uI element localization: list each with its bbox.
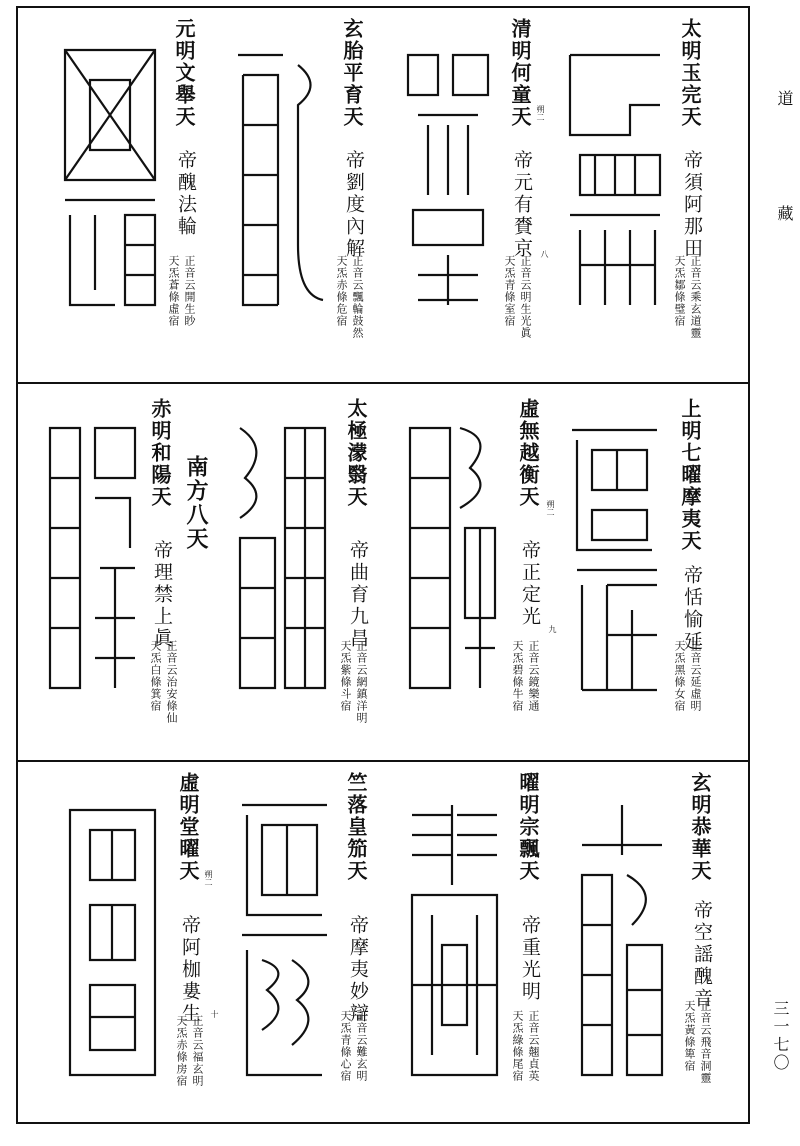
talisman-seal-glyph: [232, 795, 337, 1085]
heaven-lord: 帝恬愉延: [681, 565, 703, 653]
heaven-lord: 帝元有賚京: [511, 150, 533, 260]
margin-book-title: 道 藏: [775, 90, 794, 261]
heaven-note: 正音云治安條仙: [165, 640, 178, 724]
heaven-title: 太明玉完天: [678, 18, 702, 128]
talisman-seal-glyph: [40, 418, 140, 700]
heaven-note: 正音云翹貞英: [527, 1010, 540, 1082]
talisman-seal-glyph: [228, 45, 328, 315]
heaven-note: 正音云乘玄道靈: [689, 255, 702, 339]
talisman-seal-glyph: [402, 795, 507, 1085]
talisman-seal-glyph: [560, 45, 670, 315]
heaven-title: 虛無越衡天: [516, 398, 540, 508]
heaven-note: 天炁蒼條虛宿: [167, 255, 180, 327]
heaven-lord: 帝醜法輪: [175, 150, 197, 238]
heaven-lord: 帝摩夷妙辯: [347, 915, 369, 1025]
heaven-note: 正音云鏡樂通: [527, 640, 540, 712]
heaven-title: 太極濛翳天: [344, 398, 368, 508]
heaven-title: 虛明堂曜天: [176, 772, 200, 882]
heaven-note: 天炁青條室宿: [503, 255, 516, 327]
heaven-title: 竺落皇笳天: [344, 772, 368, 882]
heaven-lord: 帝須阿那田: [681, 150, 703, 260]
heaven-lord: 帝重光明: [519, 915, 541, 1003]
heaven-note: 正音云難玄明: [355, 1010, 368, 1082]
heaven-title: 玄胎平育天: [340, 18, 364, 128]
heaven-note: 正音云飄輪鼓然: [351, 255, 364, 339]
heaven-title: 玄明恭華天: [688, 772, 712, 882]
heaven-note: 天炁白條箕宿: [149, 640, 162, 712]
margin-page-number: 三一七〇: [771, 1000, 790, 1072]
heaven-note: 正音云飛音洞靈: [699, 1000, 712, 1084]
heaven-title: 曜明宗飄天: [516, 772, 540, 882]
talisman-seal-glyph: [60, 800, 165, 1085]
heaven-note: 天炁紫條斗宿: [339, 640, 352, 712]
talisman-seal-glyph: [55, 40, 165, 315]
talisman-seal-glyph: [562, 420, 667, 700]
heaven-lord: 帝空謡醜音: [691, 900, 713, 1010]
leaf-number: 九: [548, 625, 557, 633]
block-mark: 朔二: [204, 870, 213, 886]
heaven-title: 赤明和陽天: [148, 398, 172, 508]
leaf-number: 十: [210, 1010, 219, 1018]
heaven-note: 正音云開生眇: [183, 255, 196, 327]
section-heading: 南方八天: [183, 455, 209, 551]
heaven-lord: 帝劉度內解: [343, 150, 365, 260]
heaven-note: 天炁黃條箄宿: [683, 1000, 696, 1072]
leaf-number: 八: [540, 250, 549, 258]
heaven-title: 清明何童天: [508, 18, 532, 128]
heaven-lord: 帝理禁上眞: [151, 540, 173, 650]
heaven-note: 正音云延虛明: [689, 640, 702, 712]
heaven-note: 天炁黑條女宿: [673, 640, 686, 712]
heaven-lord: 帝曲育九昌: [347, 540, 369, 650]
heaven-note: 正音云網鎮洋明: [355, 640, 368, 724]
heaven-lord: 帝阿枷婁生: [179, 915, 201, 1025]
block-mark: 朔二: [536, 105, 545, 121]
heaven-lord: 帝正定光: [519, 540, 541, 628]
section-divider: [16, 382, 750, 384]
talisman-seal-glyph: [572, 795, 672, 1085]
block-mark: 朔二: [546, 500, 555, 516]
heaven-note: 天炁赤條危宿: [335, 255, 348, 327]
talisman-seal-glyph: [398, 45, 498, 315]
heaven-note: 天炁青條心宿: [339, 1010, 352, 1082]
heaven-note: 正音云福玄明: [191, 1015, 204, 1087]
talisman-seal-glyph: [400, 418, 505, 700]
heaven-note: 天炁綠條尾宿: [511, 1010, 524, 1082]
heaven-note: 天炁鄒條璧宿: [673, 255, 686, 327]
talisman-seal-glyph: [230, 418, 335, 700]
heaven-note: 天炁赤條房宿: [175, 1015, 188, 1087]
heaven-title: 元明文舉天: [172, 18, 196, 128]
heaven-note: 正音云明生光眞: [519, 255, 532, 339]
heaven-note: 天炁碧條牛宿: [511, 640, 524, 712]
section-divider: [16, 760, 750, 762]
heaven-title: 上明七曜摩夷天: [678, 398, 702, 552]
